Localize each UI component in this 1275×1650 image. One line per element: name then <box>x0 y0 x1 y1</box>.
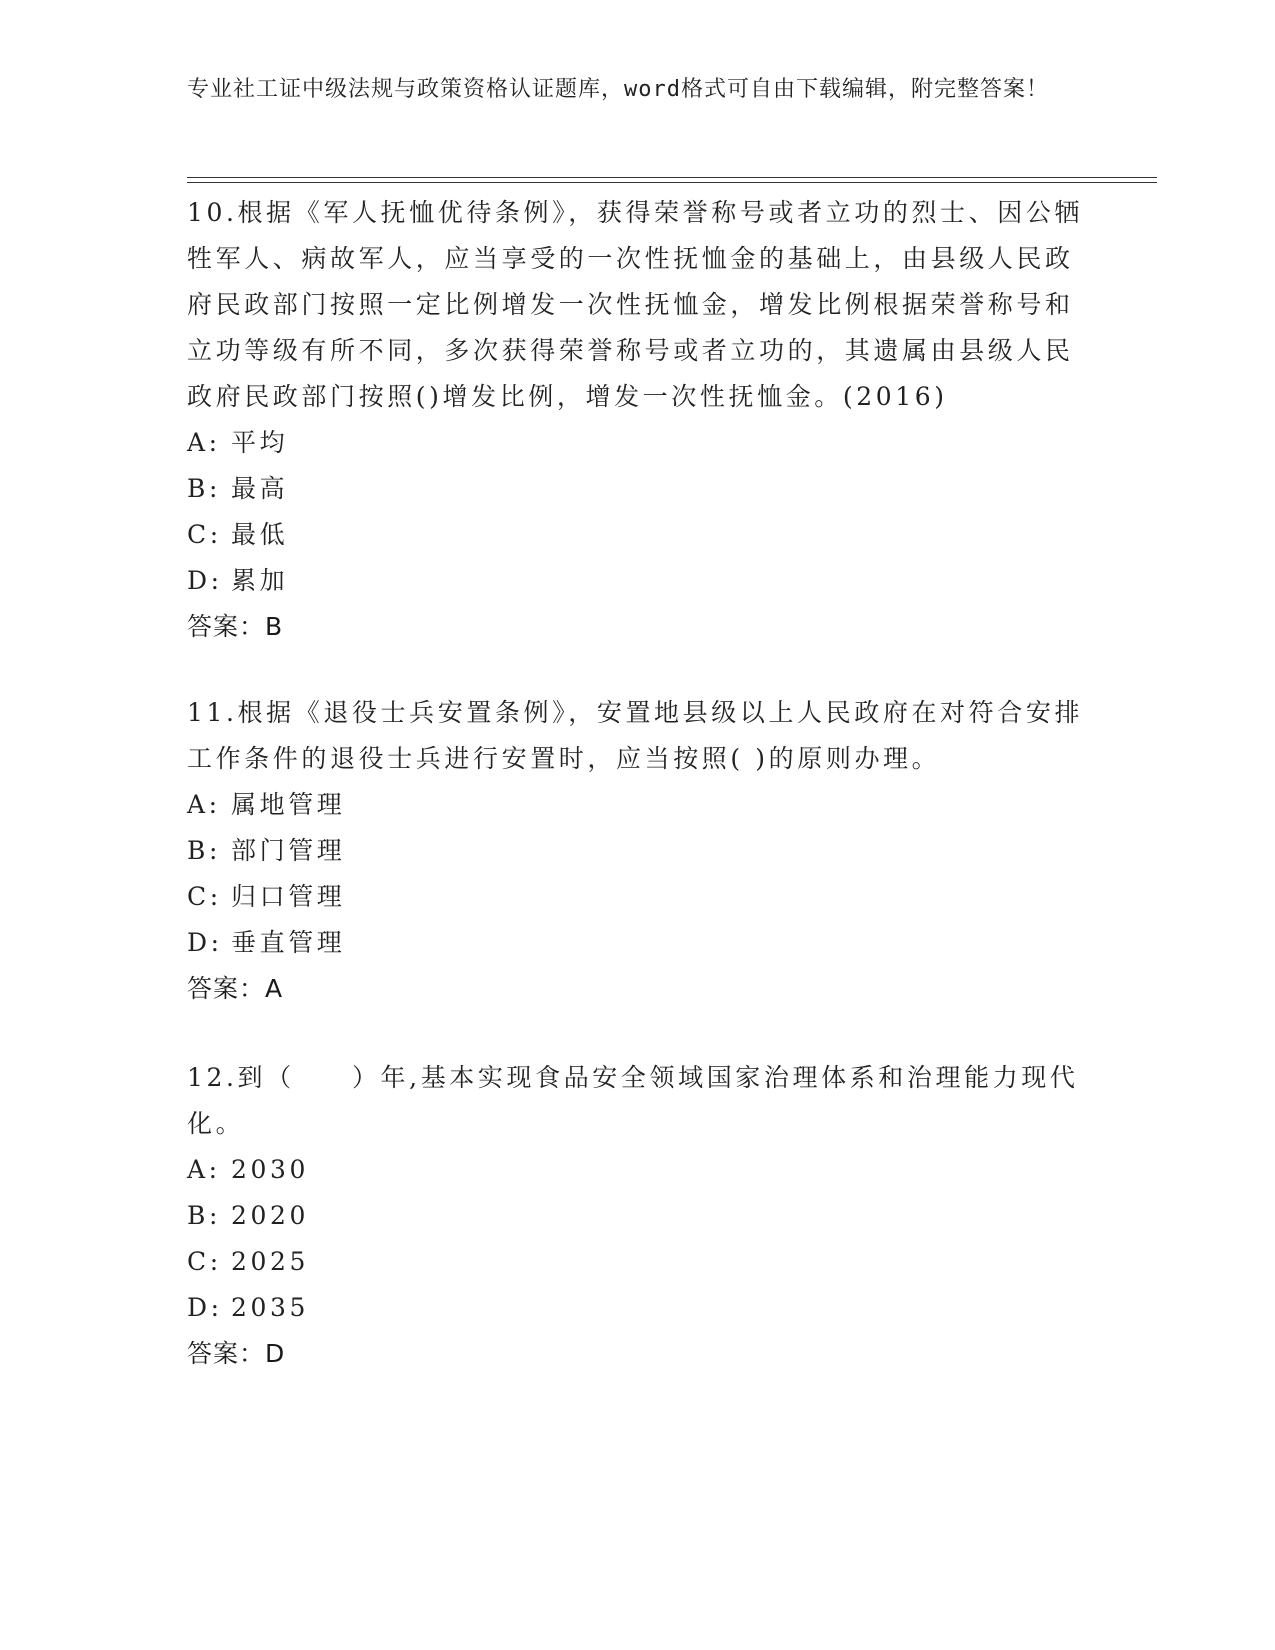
option-text: 2030 <box>231 1155 310 1184</box>
option-key: B: <box>187 1201 221 1230</box>
option-text: 最高 <box>231 474 289 503</box>
question-12 <box>187 1055 1087 1377</box>
page-header: 专业社工证中级法规与政策资格认证题库，word格式可自由下载编辑，附完整答案！ <box>187 77 1049 102</box>
option-d <box>187 920 1087 966</box>
option-text: 累加 <box>231 566 289 595</box>
option-text: 部门管理 <box>231 836 346 865</box>
option-key: B: <box>187 836 221 865</box>
option-key: B: <box>187 474 221 503</box>
question-stem: 12.到（ ）年,基本实现食品安全领域国家治理体系和治理能力现代化。 <box>187 1063 1079 1138</box>
option-key: D: <box>187 566 223 595</box>
option-c <box>187 874 1087 920</box>
option-d <box>187 1285 1087 1331</box>
option-a <box>187 782 1087 828</box>
question-stem: 10.根据《军人抚恤优待条例》，获得荣誉称号或者立功的烈士、因公牺牲军人、病故军人，应当享受的一次性抚恤金的基础上，由县级人民政府民政部门按照一定比例增发一次性抚恤金，增发比例根据荣誉称号和立功等级有所不同，多次获得荣誉称号或者立功的，其遗属由县级人民政府民政部门按照()增发比例，增发一次性抚恤金。(2016) <box>187 198 1084 411</box>
option-text: 2020 <box>231 1201 310 1230</box>
option-text: 垂直管理 <box>231 928 346 957</box>
question-10 <box>187 190 1087 650</box>
header-divider-top <box>187 177 1157 178</box>
option-b <box>187 1193 1087 1239</box>
option-key: C: <box>187 882 222 911</box>
option-text: 归口管理 <box>231 882 346 911</box>
option-key: C: <box>187 1247 222 1276</box>
option-text: 2025 <box>231 1247 310 1276</box>
answer-line: 答案：A <box>187 974 284 1003</box>
option-key: A: <box>187 1155 221 1184</box>
option-a <box>187 420 1087 466</box>
answer-line: 答案：B <box>187 612 284 641</box>
question-stem: 11.根据《退役士兵安置条例》，安置地县级以上人民政府在对符合安排工作条件的退役士兵进行安置时，应当按照( )的原则办理。 <box>187 698 1084 773</box>
document-page <box>187 0 1157 1650</box>
option-text: 属地管理 <box>231 790 346 819</box>
header-divider-bottom <box>187 182 1157 183</box>
option-text: 最低 <box>231 520 289 549</box>
option-b <box>187 466 1087 512</box>
option-c <box>187 1239 1087 1285</box>
option-c <box>187 512 1087 558</box>
option-key: D: <box>187 928 223 957</box>
option-text: 2035 <box>231 1293 310 1322</box>
option-key: C: <box>187 520 222 549</box>
option-key: A: <box>187 790 221 819</box>
option-d <box>187 558 1087 604</box>
option-key: D: <box>187 1293 223 1322</box>
option-b <box>187 828 1087 874</box>
option-key: A: <box>187 428 221 457</box>
option-a <box>187 1147 1087 1193</box>
answer-line: 答案：D <box>187 1339 286 1368</box>
option-text: 平均 <box>231 428 289 457</box>
question-11 <box>187 690 1087 1012</box>
